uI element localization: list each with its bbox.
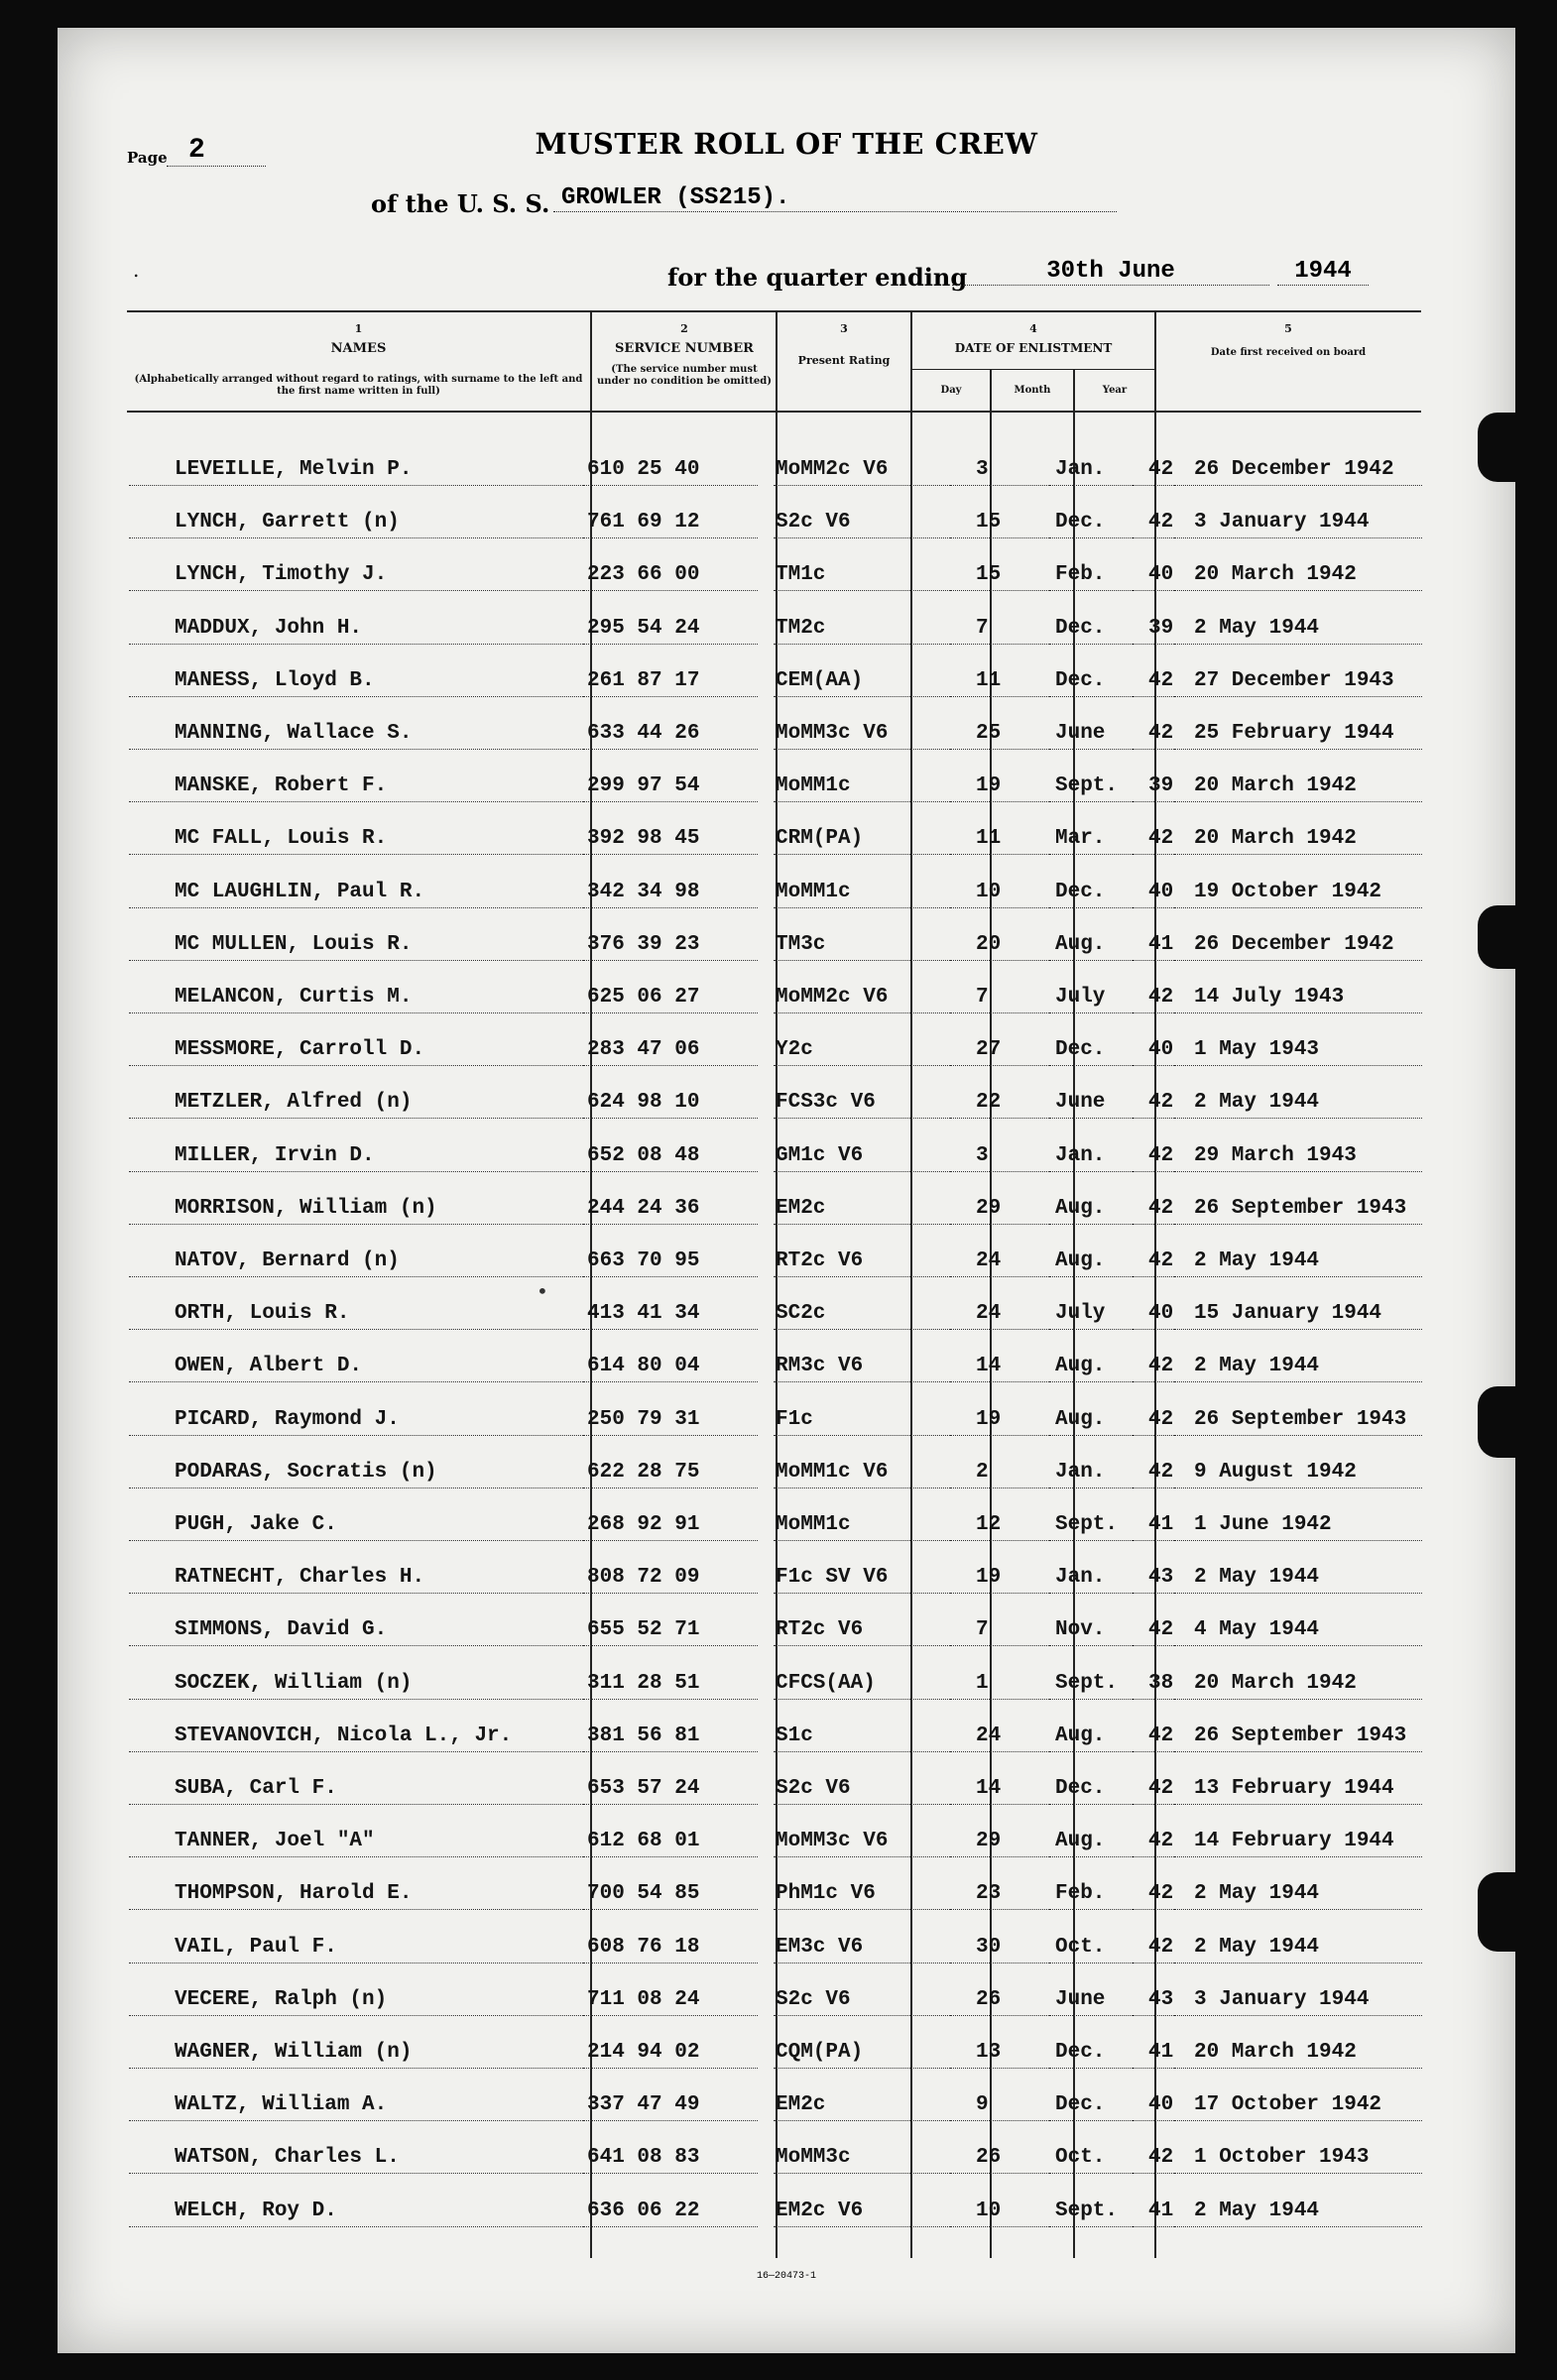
date-received: 1 May 1943 (1174, 1035, 1422, 1066)
date-received: 25 February 1944 (1174, 719, 1422, 750)
page-number: 2 (167, 135, 266, 167)
present-rating: EM3c V6 (774, 1933, 954, 1964)
crew-row (58, 648, 1515, 697)
enlist-day: 26 (950, 1985, 1049, 2016)
enlist-year: 39 (1133, 614, 1212, 645)
date-received: 13 February 1944 (1174, 1774, 1422, 1805)
crew-name: LEVEILLE, Melvin P. (129, 455, 611, 486)
enlist-day: 14 (950, 1774, 1049, 1805)
crew-name: MORRISON, William (n) (129, 1194, 611, 1225)
present-rating: MoMM1c (774, 878, 954, 908)
crew-name: LYNCH, Timothy J. (129, 560, 611, 591)
date-received: 15 January 1944 (1174, 1299, 1422, 1330)
present-rating: MoMM2c V6 (774, 983, 954, 1013)
enlist-month: Jan. (1049, 455, 1133, 486)
enlist-month: Aug. (1049, 1194, 1133, 1225)
enlist-day: 29 (950, 1194, 1049, 1225)
crew-row (58, 859, 1515, 908)
form-footer-code: 16—20473-1 (756, 2271, 816, 2282)
enlist-day: 29 (950, 1827, 1049, 1857)
header-present-rating: 3 Present Rating (797, 322, 891, 367)
crew-name: WATSON, Charles L. (129, 2143, 611, 2174)
date-received: 1 June 1942 (1174, 1510, 1422, 1541)
enlist-day: 20 (950, 930, 1049, 961)
present-rating: F1c (774, 1405, 954, 1436)
date-received: 26 September 1943 (1174, 1405, 1422, 1436)
crew-name: MC FALL, Louis R. (129, 824, 611, 855)
crew-name: SIMMONS, David G. (129, 1615, 611, 1646)
service-number: 244 24 36 (583, 1194, 758, 1225)
date-received: 27 December 1943 (1174, 666, 1422, 697)
crew-row (58, 1280, 1515, 1330)
date-received: 9 August 1942 (1174, 1458, 1422, 1488)
date-received: 4 May 1944 (1174, 1615, 1422, 1646)
ship-label: of the U. S. S. (371, 189, 550, 218)
crew-name: SUBA, Carl F. (129, 1774, 611, 1805)
present-rating: MoMM2c V6 (774, 455, 954, 486)
crew-name: SOCZEK, William (n) (129, 1669, 611, 1700)
service-number: 653 57 24 (583, 1774, 758, 1805)
crew-row (58, 1703, 1515, 1752)
enlist-day: 27 (950, 1035, 1049, 1066)
present-rating: MoMM1c (774, 1510, 954, 1541)
enlist-year: 42 (1133, 1458, 1212, 1488)
crew-row (58, 1386, 1515, 1436)
date-received: 14 July 1943 (1174, 983, 1422, 1013)
enlist-year: 42 (1133, 824, 1212, 855)
enlist-month: Dec. (1049, 1774, 1133, 1805)
date-received: 14 February 1944 (1174, 1827, 1422, 1857)
header-service-number: 2 SERVICE NUMBER (The service number must under no condition be omitted) (597, 322, 772, 387)
present-rating: MoMM1c V6 (774, 1458, 954, 1488)
enlist-day: 11 (950, 666, 1049, 697)
crew-row (58, 1808, 1515, 1857)
present-rating: SC2c (774, 1299, 954, 1330)
crew-row (58, 2124, 1515, 2174)
enlist-month: July (1049, 1299, 1133, 1330)
crew-row (58, 1597, 1515, 1646)
crew-name: RATNECHT, Charles H. (129, 1563, 611, 1594)
present-rating: RT2c V6 (774, 1615, 954, 1646)
crew-name: WELCH, Roy D. (129, 2197, 611, 2227)
service-number: 342 34 98 (583, 878, 758, 908)
crew-row (58, 753, 1515, 802)
date-received: 20 March 1942 (1174, 824, 1422, 855)
enlist-month: Nov. (1049, 1615, 1133, 1646)
crew-row (58, 1544, 1515, 1594)
date-received: 29 March 1943 (1174, 1141, 1422, 1172)
date-received: 2 May 1944 (1174, 2197, 1422, 2227)
crew-name: WALTZ, William A. (129, 2090, 611, 2121)
enlist-day: 24 (950, 1247, 1049, 1277)
enlist-month: Aug. (1049, 1247, 1133, 1277)
enlist-day: 10 (950, 878, 1049, 908)
present-rating: S2c V6 (774, 1985, 954, 2016)
date-received: 1 October 1943 (1174, 2143, 1422, 2174)
service-number: 641 08 83 (583, 2143, 758, 2174)
enlist-year: 42 (1133, 666, 1212, 697)
enlist-month: Mar. (1049, 824, 1133, 855)
present-rating: Y2c (774, 1035, 954, 1066)
enlist-month: June (1049, 719, 1133, 750)
crew-name: MANSKE, Robert F. (129, 772, 611, 802)
service-number: 711 08 24 (583, 1985, 758, 2016)
enlist-year: 42 (1133, 1722, 1212, 1752)
crew-row (58, 489, 1515, 538)
present-rating: MoMM3c (774, 2143, 954, 2174)
enlist-year: 41 (1133, 2197, 1212, 2227)
present-rating: CRM(PA) (774, 824, 954, 855)
crew-row (58, 964, 1515, 1013)
date-received: 20 March 1942 (1174, 560, 1422, 591)
service-number: 808 72 09 (583, 1563, 758, 1594)
header-date-received: 5 Date first received on board (1210, 322, 1367, 358)
enlist-day: 7 (950, 983, 1049, 1013)
enlist-month: July (1049, 983, 1133, 1013)
date-received: 3 January 1944 (1174, 1985, 1422, 2016)
enlist-day: 3 (950, 455, 1049, 486)
crew-name: WAGNER, William (n) (129, 2038, 611, 2069)
quarter-label: for the quarter ending (667, 263, 968, 292)
crew-name: MADDUX, John H. (129, 614, 611, 645)
service-number: 636 06 22 (583, 2197, 758, 2227)
enlist-day: 15 (950, 560, 1049, 591)
ship-name: GROWLER (SS215). (553, 184, 1117, 212)
service-number: 612 68 01 (583, 1827, 758, 1857)
crew-row (58, 1491, 1515, 1541)
enlist-year: 43 (1133, 1985, 1212, 2016)
enlist-year: 38 (1133, 1669, 1212, 1700)
enlist-year: 40 (1133, 1035, 1212, 1066)
enlist-month: Jan. (1049, 1458, 1133, 1488)
enlist-day: 13 (950, 2038, 1049, 2069)
crew-name: THOMPSON, Harold E. (129, 1879, 611, 1910)
enlist-day: 25 (950, 719, 1049, 750)
present-rating: CQM(PA) (774, 2038, 954, 2069)
enlist-month: Dec. (1049, 666, 1133, 697)
service-number: 655 52 71 (583, 1615, 758, 1646)
present-rating: RT2c V6 (774, 1247, 954, 1277)
date-received: 3 January 1944 (1174, 508, 1422, 538)
service-number: 622 28 75 (583, 1458, 758, 1488)
enlist-year: 42 (1133, 508, 1212, 538)
enlist-day: 23 (950, 1879, 1049, 1910)
date-received: 20 March 1942 (1174, 772, 1422, 802)
crew-name: PODARAS, Socratis (n) (129, 1458, 611, 1488)
present-rating: F1c SV V6 (774, 1563, 954, 1594)
header-bottom-rule (127, 411, 1421, 413)
page-title: MUSTER ROLL OF THE CREW (535, 127, 1038, 161)
present-rating: CEM(AA) (774, 666, 954, 697)
crew-row (58, 700, 1515, 750)
enlist-day: 14 (950, 1352, 1049, 1382)
enlist-year: 40 (1133, 2090, 1212, 2121)
enlist-day: 2 (950, 1458, 1049, 1488)
crew-name: MC MULLEN, Louis R. (129, 930, 611, 961)
enlist-day: 19 (950, 1405, 1049, 1436)
crew-row (58, 541, 1515, 591)
enlist-day: 30 (950, 1933, 1049, 1964)
enlist-day: 15 (950, 508, 1049, 538)
enlist-month: Aug. (1049, 1405, 1133, 1436)
present-rating: TM3c (774, 930, 954, 961)
service-number: 337 47 49 (583, 2090, 758, 2121)
enlist-year: 42 (1133, 1352, 1212, 1382)
enlist-month: Sept. (1049, 772, 1133, 802)
crew-name: MANESS, Lloyd B. (129, 666, 611, 697)
crew-name: PICARD, Raymond J. (129, 1405, 611, 1436)
enlist-year: 42 (1133, 455, 1212, 486)
crew-row (58, 1175, 1515, 1225)
crew-name: METZLER, Alfred (n) (129, 1088, 611, 1119)
date-received: 26 December 1942 (1174, 930, 1422, 961)
enlist-month: Aug. (1049, 930, 1133, 961)
crew-row (58, 1228, 1515, 1277)
present-rating: S2c V6 (774, 508, 954, 538)
service-number: 250 79 31 (583, 1405, 758, 1436)
crew-name: MILLER, Irvin D. (129, 1141, 611, 1172)
enlist-day: 12 (950, 1510, 1049, 1541)
enlist-year: 42 (1133, 2143, 1212, 2174)
enlist-year: 41 (1133, 930, 1212, 961)
service-number: 663 70 95 (583, 1247, 758, 1277)
header-top-rule (127, 310, 1421, 312)
crew-name: MC LAUGHLIN, Paul R. (129, 878, 611, 908)
crew-row (58, 1966, 1515, 2016)
enlist-day: 7 (950, 1615, 1049, 1646)
enlist-month: Jan. (1049, 1563, 1133, 1594)
enlist-day: 24 (950, 1722, 1049, 1752)
crew-name: NATOV, Bernard (n) (129, 1247, 611, 1277)
crew-name: VECERE, Ralph (n) (129, 1985, 611, 2016)
enlist-month: Dec. (1049, 1035, 1133, 1066)
service-number: 299 97 54 (583, 772, 758, 802)
enlist-month: Dec. (1049, 2038, 1133, 2069)
header-month: Month (1014, 385, 1051, 396)
enlist-day: 10 (950, 2197, 1049, 2227)
date-received: 17 October 1942 (1174, 2090, 1422, 2121)
service-number: 261 87 17 (583, 666, 758, 697)
service-number: 392 98 45 (583, 824, 758, 855)
enlist-month: Feb. (1049, 1879, 1133, 1910)
enlist-day: 22 (950, 1088, 1049, 1119)
enlist-month: Sept. (1049, 2197, 1133, 2227)
enlist-day: 24 (950, 1299, 1049, 1330)
enlist-month: Aug. (1049, 1827, 1133, 1857)
date-received: 26 September 1943 (1174, 1722, 1422, 1752)
enlist-year: 42 (1133, 1615, 1212, 1646)
enlist-year: 43 (1133, 1563, 1212, 1594)
date-received: 2 May 1944 (1174, 1563, 1422, 1594)
enlist-month: Dec. (1049, 878, 1133, 908)
header-names: 1 NAMES (Alphabetically arranged without regard to ratings, with surname to the left and the first name written in full) (134, 322, 583, 397)
ink-speck: • (537, 1279, 548, 1303)
enlist-year: 42 (1133, 1827, 1212, 1857)
crew-name: PUGH, Jake C. (129, 1510, 611, 1541)
enlist-month: Jan. (1049, 1141, 1133, 1172)
present-rating: S2c V6 (774, 1774, 954, 1805)
service-number: 223 66 00 (583, 560, 758, 591)
present-rating: TM2c (774, 614, 954, 645)
enlist-month: Sept. (1049, 1669, 1133, 1700)
subheader-rule (910, 369, 1154, 370)
present-rating: EM2c (774, 1194, 954, 1225)
margin-dot: . (133, 258, 140, 282)
crew-name: OWEN, Albert D. (129, 1352, 611, 1382)
date-received: 2 May 1944 (1174, 1247, 1422, 1277)
enlist-day: 7 (950, 614, 1049, 645)
crew-row (58, 805, 1515, 855)
page-label: Page (127, 149, 168, 167)
enlist-day: 26 (950, 2143, 1049, 2174)
enlist-year: 42 (1133, 1774, 1212, 1805)
muster-roll-page (58, 28, 1515, 2353)
enlist-month: Aug. (1049, 1352, 1133, 1382)
service-number: 295 54 24 (583, 614, 758, 645)
present-rating: GM1c V6 (774, 1141, 954, 1172)
enlist-month: Sept. (1049, 1510, 1133, 1541)
header-day: Day (940, 385, 962, 396)
crew-row (58, 436, 1515, 486)
crew-row (58, 2178, 1515, 2227)
enlist-month: Oct. (1049, 2143, 1133, 2174)
service-number: 214 94 02 (583, 2038, 758, 2069)
enlist-month: June (1049, 1088, 1133, 1119)
service-number: 624 98 10 (583, 1088, 758, 1119)
enlist-year: 42 (1133, 1088, 1212, 1119)
present-rating: MoMM3c V6 (774, 719, 954, 750)
enlist-day: 3 (950, 1141, 1049, 1172)
service-number: 700 54 85 (583, 1879, 758, 1910)
enlist-month: Dec. (1049, 614, 1133, 645)
date-received: 2 May 1944 (1174, 614, 1422, 645)
header-year: Year (1102, 385, 1128, 396)
enlist-month: Oct. (1049, 1933, 1133, 1964)
service-number: 413 41 34 (583, 1299, 758, 1330)
enlist-year: 42 (1133, 1879, 1212, 1910)
crew-name: MESSMORE, Carroll D. (129, 1035, 611, 1066)
enlist-month: Dec. (1049, 508, 1133, 538)
service-number: 633 44 26 (583, 719, 758, 750)
present-rating: RM3c V6 (774, 1352, 954, 1382)
crew-row (58, 1016, 1515, 1066)
crew-name: STEVANOVICH, Nicola L., Jr. (129, 1722, 611, 1752)
enlist-year: 42 (1133, 719, 1212, 750)
enlist-day: 11 (950, 824, 1049, 855)
crew-row (58, 2019, 1515, 2069)
enlist-year: 40 (1133, 878, 1212, 908)
present-rating: EM2c (774, 2090, 954, 2121)
crew-row (58, 1914, 1515, 1964)
enlist-year: 39 (1133, 772, 1212, 802)
service-number: 610 25 40 (583, 455, 758, 486)
date-received: 2 May 1944 (1174, 1352, 1422, 1382)
crew-name: MANNING, Wallace S. (129, 719, 611, 750)
date-received: 19 October 1942 (1174, 878, 1422, 908)
enlist-month: June (1049, 1985, 1133, 2016)
service-number: 625 06 27 (583, 983, 758, 1013)
present-rating: MoMM3c V6 (774, 1827, 954, 1857)
crew-name: TANNER, Joel "A" (129, 1827, 611, 1857)
crew-row (58, 911, 1515, 961)
crew-name: ORTH, Louis R. (129, 1299, 611, 1330)
service-number: 608 76 18 (583, 1933, 758, 1964)
date-received: 2 May 1944 (1174, 1088, 1422, 1119)
date-received: 2 May 1944 (1174, 1933, 1422, 1964)
crew-row (58, 1650, 1515, 1700)
crew-row (58, 1860, 1515, 1910)
date-received: 26 December 1942 (1174, 455, 1422, 486)
date-received: 20 March 1942 (1174, 1669, 1422, 1700)
date-received: 2 May 1944 (1174, 1879, 1422, 1910)
enlist-year: 40 (1133, 560, 1212, 591)
enlist-year: 42 (1133, 1247, 1212, 1277)
crew-row (58, 1333, 1515, 1382)
quarter-year: 1944 (1277, 258, 1369, 286)
enlist-month: Aug. (1049, 1722, 1133, 1752)
service-number: 761 69 12 (583, 508, 758, 538)
service-number: 652 08 48 (583, 1141, 758, 1172)
enlist-year: 42 (1133, 1933, 1212, 1964)
present-rating: FCS3c V6 (774, 1088, 954, 1119)
header-date-of-enlistment: 4 DATE OF ENLISTMENT (954, 322, 1113, 355)
crew-row (58, 1755, 1515, 1805)
enlist-year: 42 (1133, 1141, 1212, 1172)
present-rating: S1c (774, 1722, 954, 1752)
quarter-date: 30th June (952, 258, 1269, 286)
enlist-day: 9 (950, 2090, 1049, 2121)
enlist-year: 42 (1133, 1405, 1212, 1436)
crew-name: MELANCON, Curtis M. (129, 983, 611, 1013)
enlist-month: Feb. (1049, 560, 1133, 591)
crew-row (58, 1123, 1515, 1172)
service-number: 376 39 23 (583, 930, 758, 961)
crew-row (58, 1069, 1515, 1119)
crew-row (58, 1439, 1515, 1488)
enlist-month: Dec. (1049, 2090, 1133, 2121)
service-number: 311 28 51 (583, 1669, 758, 1700)
service-number: 268 92 91 (583, 1510, 758, 1541)
crew-row (58, 595, 1515, 645)
crew-row (58, 2072, 1515, 2121)
service-number: 283 47 06 (583, 1035, 758, 1066)
date-received: 26 September 1943 (1174, 1194, 1422, 1225)
date-received: 20 March 1942 (1174, 2038, 1422, 2069)
enlist-day: 19 (950, 1563, 1049, 1594)
enlist-day: 19 (950, 772, 1049, 802)
enlist-year: 40 (1133, 1299, 1212, 1330)
enlist-year: 41 (1133, 1510, 1212, 1541)
service-number: 614 80 04 (583, 1352, 758, 1382)
present-rating: EM2c V6 (774, 2197, 954, 2227)
enlist-year: 41 (1133, 2038, 1212, 2069)
enlist-year: 42 (1133, 983, 1212, 1013)
present-rating: PhM1c V6 (774, 1879, 954, 1910)
service-number: 381 56 81 (583, 1722, 758, 1752)
enlist-day: 1 (950, 1669, 1049, 1700)
crew-name: VAIL, Paul F. (129, 1933, 611, 1964)
present-rating: MoMM1c (774, 772, 954, 802)
present-rating: TM1c (774, 560, 954, 591)
enlist-year: 42 (1133, 1194, 1212, 1225)
crew-name: LYNCH, Garrett (n) (129, 508, 611, 538)
present-rating: CFCS(AA) (774, 1669, 954, 1700)
